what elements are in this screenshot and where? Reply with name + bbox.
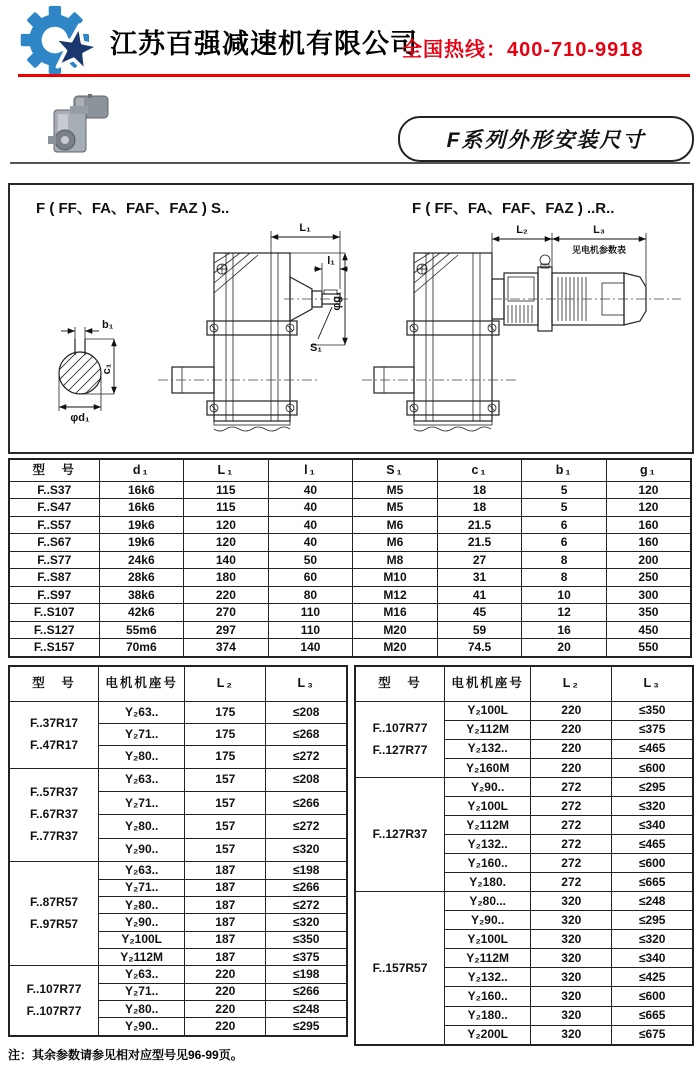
motor-frame-cell: Y₂80... bbox=[445, 892, 531, 911]
value-cell: 120 bbox=[184, 516, 269, 533]
value-cell: 12 bbox=[522, 604, 607, 621]
value-cell: ≤320 bbox=[266, 838, 347, 861]
value-cell: 27 bbox=[437, 551, 522, 568]
value-cell: 220 bbox=[531, 721, 612, 740]
value-cell: 40 bbox=[268, 534, 353, 551]
value-cell: ≤340 bbox=[612, 816, 693, 835]
dim-label-L1: L₁ bbox=[299, 222, 311, 234]
table-row bbox=[9, 621, 691, 638]
col-header-g1: g₁ bbox=[606, 459, 691, 482]
motor-frame-cell: Y₂100L bbox=[445, 702, 531, 721]
value-cell: 20 bbox=[522, 639, 607, 657]
col-header-d1: d₁ bbox=[99, 459, 184, 482]
col-header-b1: b₁ bbox=[522, 459, 607, 482]
dim-label-g1: φg₁ bbox=[331, 291, 343, 311]
value-cell: ≤665 bbox=[612, 1006, 693, 1025]
motor-frame-cell: Y₂80.. bbox=[99, 896, 185, 913]
value-cell: 157 bbox=[185, 838, 266, 861]
motor-table-right-body bbox=[355, 702, 693, 1046]
table-row bbox=[355, 702, 693, 721]
value-cell: M5 bbox=[353, 499, 438, 516]
model-group-cell bbox=[9, 966, 99, 1036]
col-header-L2: L₂ bbox=[185, 666, 266, 702]
footnote: 注：其余参数请参见相对应型号见96-99页。 bbox=[8, 1048, 243, 1062]
model-label: F..97R57 bbox=[30, 917, 79, 932]
value-cell: 120 bbox=[606, 482, 691, 499]
value-cell: 220 bbox=[531, 759, 612, 778]
motor-frame-cell: Y₂200L bbox=[445, 1025, 531, 1045]
value-cell: 8 bbox=[522, 569, 607, 586]
motor-frame-cell: Y₂90.. bbox=[99, 838, 185, 861]
value-cell: ≤465 bbox=[612, 740, 693, 759]
product-photo bbox=[40, 90, 120, 163]
model-label: F..107R77 bbox=[372, 720, 428, 735]
model-group-cell bbox=[355, 702, 445, 778]
model-label: F..47R17 bbox=[30, 738, 79, 753]
motor-frame-cell: Y₂71.. bbox=[99, 879, 185, 896]
value-cell: ≤665 bbox=[612, 873, 693, 892]
value-cell: 175 bbox=[185, 746, 266, 768]
dimension-table bbox=[8, 458, 692, 658]
motor-table-left-body bbox=[9, 702, 347, 1037]
value-cell: M20 bbox=[353, 639, 438, 657]
col-header-L3: L₃ bbox=[266, 666, 347, 702]
value-cell: 24k6 bbox=[99, 551, 184, 568]
value-cell: 272 bbox=[531, 835, 612, 854]
col-header-c1: c₁ bbox=[437, 459, 522, 482]
motor-frame-cell: Y₂112M bbox=[445, 816, 531, 835]
value-cell: 19k6 bbox=[99, 534, 184, 551]
value-cell: ≤600 bbox=[612, 759, 693, 778]
table-row bbox=[9, 639, 691, 657]
value-cell: ≤295 bbox=[266, 1018, 347, 1036]
value-cell: 55m6 bbox=[99, 621, 184, 638]
table-row bbox=[355, 778, 693, 797]
value-cell: 187 bbox=[185, 896, 266, 913]
value-cell: 16k6 bbox=[99, 499, 184, 516]
table-row bbox=[9, 604, 691, 621]
value-cell: ≤350 bbox=[612, 702, 693, 721]
motor-frame-cell: Y₂112M bbox=[445, 949, 531, 968]
motor-frame-cell: Y₂80.. bbox=[99, 1001, 185, 1018]
motor-frame-cell: Y₂71.. bbox=[99, 791, 185, 814]
value-cell: 6 bbox=[522, 516, 607, 533]
motor-frame-cell: Y₂63.. bbox=[99, 966, 185, 983]
value-cell: ≤340 bbox=[612, 949, 693, 968]
table-row bbox=[9, 551, 691, 568]
hotline-number: 全国热线：400-710-9918 bbox=[402, 39, 644, 61]
table-row bbox=[355, 892, 693, 911]
model-cell: F..S97 bbox=[9, 586, 99, 603]
value-cell: ≤248 bbox=[612, 892, 693, 911]
model-label: F..127R77 bbox=[372, 743, 428, 758]
motor-frame-cell: Y₂100L bbox=[445, 930, 531, 949]
value-cell: 200 bbox=[606, 551, 691, 568]
value-cell: 21.5 bbox=[437, 516, 522, 533]
col-header-S1: S₁ bbox=[353, 459, 438, 482]
table-row bbox=[9, 534, 691, 551]
value-cell: 115 bbox=[184, 499, 269, 516]
value-cell: 42k6 bbox=[99, 604, 184, 621]
model-group-cell bbox=[9, 702, 99, 769]
motor-frame-cell: Y₂90.. bbox=[99, 1018, 185, 1036]
value-cell: 320 bbox=[531, 987, 612, 1006]
model-label: F..107R77 bbox=[26, 1004, 82, 1019]
right-drawing bbox=[356, 215, 686, 447]
value-cell: ≤266 bbox=[266, 791, 347, 814]
value-cell: 41 bbox=[437, 586, 522, 603]
value-cell: 272 bbox=[531, 816, 612, 835]
model-cell: F..S67 bbox=[9, 534, 99, 551]
model-cell: F..S37 bbox=[9, 482, 99, 499]
value-cell: ≤272 bbox=[266, 896, 347, 913]
value-cell: ≤375 bbox=[266, 949, 347, 966]
col-header-model: 型 号 bbox=[9, 459, 99, 482]
value-cell: M12 bbox=[353, 586, 438, 603]
value-cell: ≤295 bbox=[612, 778, 693, 797]
value-cell: 272 bbox=[531, 873, 612, 892]
value-cell: 187 bbox=[185, 879, 266, 896]
motor-frame-cell: Y₂132.. bbox=[445, 968, 531, 987]
value-cell: 175 bbox=[185, 724, 266, 746]
value-cell: 180 bbox=[184, 569, 269, 586]
col-header-model: 型 号 bbox=[9, 666, 99, 702]
value-cell: ≤198 bbox=[266, 862, 347, 879]
table-row bbox=[9, 862, 347, 879]
value-cell: 115 bbox=[184, 482, 269, 499]
value-cell: 40 bbox=[268, 482, 353, 499]
motor-frame-cell: Y₂160M bbox=[445, 759, 531, 778]
gear-star-icon bbox=[14, 4, 110, 78]
table-row bbox=[9, 569, 691, 586]
motor-frame-cell: Y₂180.. bbox=[445, 1006, 531, 1025]
section-title: F系列外形安装尺寸 bbox=[446, 129, 646, 152]
value-cell: 157 bbox=[185, 768, 266, 791]
motor-frame-cell: Y₂71.. bbox=[99, 983, 185, 1000]
value-cell: 320 bbox=[531, 1025, 612, 1045]
value-cell: 320 bbox=[531, 930, 612, 949]
motor-frame-cell: Y₂132.. bbox=[445, 835, 531, 854]
value-cell: 40 bbox=[268, 516, 353, 533]
dim-label-l1: l₁ bbox=[327, 255, 335, 267]
value-cell: 31 bbox=[437, 569, 522, 586]
value-cell: M20 bbox=[353, 621, 438, 638]
left-drawing bbox=[18, 215, 348, 447]
value-cell: ≤208 bbox=[266, 702, 347, 724]
value-cell: ≤465 bbox=[612, 835, 693, 854]
model-cell: F..S157 bbox=[9, 639, 99, 657]
value-cell: 250 bbox=[606, 569, 691, 586]
value-cell: 60 bbox=[268, 569, 353, 586]
value-cell: 74.5 bbox=[437, 639, 522, 657]
value-cell: 320 bbox=[531, 968, 612, 987]
left-drawing-caption: F ( FF、FA、FAF、FAZ ) S.. bbox=[36, 200, 230, 217]
col-header-frame: 电机机座号 bbox=[445, 666, 531, 702]
value-cell: 272 bbox=[531, 778, 612, 797]
section-title-badge bbox=[398, 116, 694, 162]
value-cell: ≤320 bbox=[266, 914, 347, 931]
model-cell: F..S107 bbox=[9, 604, 99, 621]
value-cell: 45 bbox=[437, 604, 522, 621]
value-cell: M5 bbox=[353, 482, 438, 499]
value-cell: 157 bbox=[185, 815, 266, 838]
value-cell: 220 bbox=[531, 740, 612, 759]
value-cell: 110 bbox=[268, 604, 353, 621]
model-cell: F..S87 bbox=[9, 569, 99, 586]
value-cell: 550 bbox=[606, 639, 691, 657]
value-cell: M6 bbox=[353, 534, 438, 551]
value-cell: 300 bbox=[606, 586, 691, 603]
value-cell: 220 bbox=[185, 983, 266, 1000]
motor-frame-cell: Y₂160.. bbox=[445, 854, 531, 873]
table-header-row bbox=[355, 666, 693, 702]
motor-frame-cell: Y₂112M bbox=[445, 721, 531, 740]
value-cell: ≤320 bbox=[612, 930, 693, 949]
motor-table-right bbox=[354, 665, 694, 1046]
dim-label-S1: S₁ bbox=[310, 342, 322, 354]
motor-frame-cell: Y₂71.. bbox=[99, 724, 185, 746]
value-cell: 140 bbox=[268, 639, 353, 657]
col-header-frame: 电机机座号 bbox=[99, 666, 185, 702]
right-drawing-caption: F ( FF、FA、FAF、FAZ ) ..R.. bbox=[412, 200, 615, 217]
value-cell: 160 bbox=[606, 534, 691, 551]
table-row bbox=[9, 586, 691, 603]
motor-frame-cell: Y₂100L bbox=[99, 931, 185, 948]
company-name: 江苏百强减速机有限公司 bbox=[110, 29, 418, 59]
model-label: F..57R37 bbox=[30, 785, 79, 800]
table-row bbox=[9, 499, 691, 516]
value-cell: 220 bbox=[185, 1018, 266, 1036]
model-group-cell bbox=[9, 768, 99, 862]
value-cell: 175 bbox=[185, 702, 266, 724]
value-cell: 272 bbox=[531, 797, 612, 816]
value-cell: 320 bbox=[531, 1006, 612, 1025]
value-cell: ≤350 bbox=[266, 931, 347, 948]
dim-label-b1: b₁ bbox=[102, 319, 114, 331]
value-cell: 320 bbox=[531, 911, 612, 930]
sub-divider bbox=[10, 162, 690, 164]
motor-frame-cell: Y₂132.. bbox=[445, 740, 531, 759]
model-cell: F..S57 bbox=[9, 516, 99, 533]
model-label: F..127R37 bbox=[372, 827, 428, 842]
value-cell: ≤208 bbox=[266, 768, 347, 791]
value-cell: ≤320 bbox=[612, 797, 693, 816]
table-row bbox=[9, 482, 691, 499]
model-cell: F..S47 bbox=[9, 499, 99, 516]
table-header-row bbox=[9, 666, 347, 702]
motor-frame-cell: Y₂63.. bbox=[99, 702, 185, 724]
value-cell: ≤266 bbox=[266, 879, 347, 896]
value-cell: 320 bbox=[531, 949, 612, 968]
value-cell: 450 bbox=[606, 621, 691, 638]
value-cell: 28k6 bbox=[99, 569, 184, 586]
value-cell: 220 bbox=[185, 1001, 266, 1018]
value-cell: ≤268 bbox=[266, 724, 347, 746]
value-cell: 18 bbox=[437, 482, 522, 499]
header-divider bbox=[18, 74, 690, 77]
model-label: F..37R17 bbox=[30, 716, 79, 731]
value-cell: 110 bbox=[268, 621, 353, 638]
table-header-row bbox=[9, 459, 691, 482]
model-label: F..87R57 bbox=[30, 895, 79, 910]
model-cell: F..S127 bbox=[9, 621, 99, 638]
model-group-cell bbox=[355, 778, 445, 892]
motor-frame-cell: Y₂80.. bbox=[99, 815, 185, 838]
value-cell: 40 bbox=[268, 499, 353, 516]
value-cell: 120 bbox=[606, 499, 691, 516]
value-cell: 270 bbox=[184, 604, 269, 621]
value-cell: 220 bbox=[531, 702, 612, 721]
value-cell: 140 bbox=[184, 551, 269, 568]
table-row bbox=[9, 768, 347, 791]
value-cell: ≤266 bbox=[266, 983, 347, 1000]
value-cell: 157 bbox=[185, 791, 266, 814]
value-cell: 220 bbox=[184, 586, 269, 603]
value-cell: 120 bbox=[184, 534, 269, 551]
value-cell: 160 bbox=[606, 516, 691, 533]
value-cell: ≤272 bbox=[266, 815, 347, 838]
value-cell: 8 bbox=[522, 551, 607, 568]
value-cell: 350 bbox=[606, 604, 691, 621]
drawing-panel bbox=[8, 183, 694, 454]
value-cell: 374 bbox=[184, 639, 269, 657]
motor-frame-cell: Y₂112M bbox=[99, 949, 185, 966]
value-cell: 187 bbox=[185, 914, 266, 931]
value-cell: ≤272 bbox=[266, 746, 347, 768]
value-cell: 6 bbox=[522, 534, 607, 551]
value-cell: ≤295 bbox=[612, 911, 693, 930]
table-row bbox=[9, 702, 347, 724]
value-cell: 220 bbox=[185, 966, 266, 983]
value-cell: 59 bbox=[437, 621, 522, 638]
value-cell: M16 bbox=[353, 604, 438, 621]
value-cell: 50 bbox=[268, 551, 353, 568]
motor-frame-cell: Y₂160.. bbox=[445, 987, 531, 1006]
company-logo bbox=[14, 4, 110, 83]
gearmotor-image bbox=[40, 90, 120, 158]
value-cell: 320 bbox=[531, 892, 612, 911]
value-cell: ≤248 bbox=[266, 1001, 347, 1018]
motor-frame-cell: Y₂63.. bbox=[99, 862, 185, 879]
dim-table-body bbox=[9, 482, 691, 658]
dim-label-L2: L₂ bbox=[516, 224, 528, 236]
value-cell: 80 bbox=[268, 586, 353, 603]
value-cell: ≤375 bbox=[612, 721, 693, 740]
motor-frame-cell: Y₂100L bbox=[445, 797, 531, 816]
value-cell: ≤675 bbox=[612, 1025, 693, 1045]
value-cell: ≤198 bbox=[266, 966, 347, 983]
dim-label-c1: c₁ bbox=[101, 363, 113, 375]
motor-frame-cell: Y₂80.. bbox=[99, 746, 185, 768]
value-cell: 16 bbox=[522, 621, 607, 638]
value-cell: 5 bbox=[522, 499, 607, 516]
value-cell: ≤600 bbox=[612, 987, 693, 1006]
value-cell: 70m6 bbox=[99, 639, 184, 657]
col-header-model: 型 号 bbox=[355, 666, 445, 702]
motor-frame-cell: Y₂90.. bbox=[445, 911, 531, 930]
value-cell: 187 bbox=[185, 949, 266, 966]
model-group-cell bbox=[9, 862, 99, 966]
dim-label-d1: φd₁ bbox=[70, 412, 90, 424]
col-header-L3: L₃ bbox=[612, 666, 693, 702]
value-cell: M8 bbox=[353, 551, 438, 568]
value-cell: 10 bbox=[522, 586, 607, 603]
value-cell: 187 bbox=[185, 931, 266, 948]
motor-frame-cell: Y₂180. bbox=[445, 873, 531, 892]
value-cell: 5 bbox=[522, 482, 607, 499]
value-cell: 21.5 bbox=[437, 534, 522, 551]
value-cell: ≤600 bbox=[612, 854, 693, 873]
value-cell: 18 bbox=[437, 499, 522, 516]
motor-frame-cell: Y₂90.. bbox=[99, 914, 185, 931]
col-header-L2: L₂ bbox=[531, 666, 612, 702]
value-cell: 297 bbox=[184, 621, 269, 638]
model-group-cell bbox=[355, 892, 445, 1045]
model-label: F..67R37 bbox=[30, 807, 79, 822]
value-cell: M6 bbox=[353, 516, 438, 533]
motor-table-left bbox=[8, 665, 348, 1037]
table-row bbox=[9, 516, 691, 533]
value-cell: 187 bbox=[185, 862, 266, 879]
motor-frame-cell: Y₂63.. bbox=[99, 768, 185, 791]
value-cell: 272 bbox=[531, 854, 612, 873]
value-cell: 16k6 bbox=[99, 482, 184, 499]
value-cell: 19k6 bbox=[99, 516, 184, 533]
motor-frame-cell: Y₂90.. bbox=[445, 778, 531, 797]
model-label: F..107R77 bbox=[26, 981, 82, 996]
value-cell: 38k6 bbox=[99, 586, 184, 603]
value-cell: ≤425 bbox=[612, 968, 693, 987]
value-cell: M10 bbox=[353, 569, 438, 586]
col-header-l1: l₁ bbox=[268, 459, 353, 482]
model-label: F..77R37 bbox=[30, 829, 79, 844]
motor-param-note: 见电机参数表 bbox=[571, 245, 627, 255]
col-header-L1: L₁ bbox=[184, 459, 269, 482]
dim-label-L3: L₃ bbox=[593, 224, 605, 236]
model-cell: F..S77 bbox=[9, 551, 99, 568]
model-label: F..157R57 bbox=[372, 960, 428, 975]
table-row bbox=[9, 966, 347, 983]
